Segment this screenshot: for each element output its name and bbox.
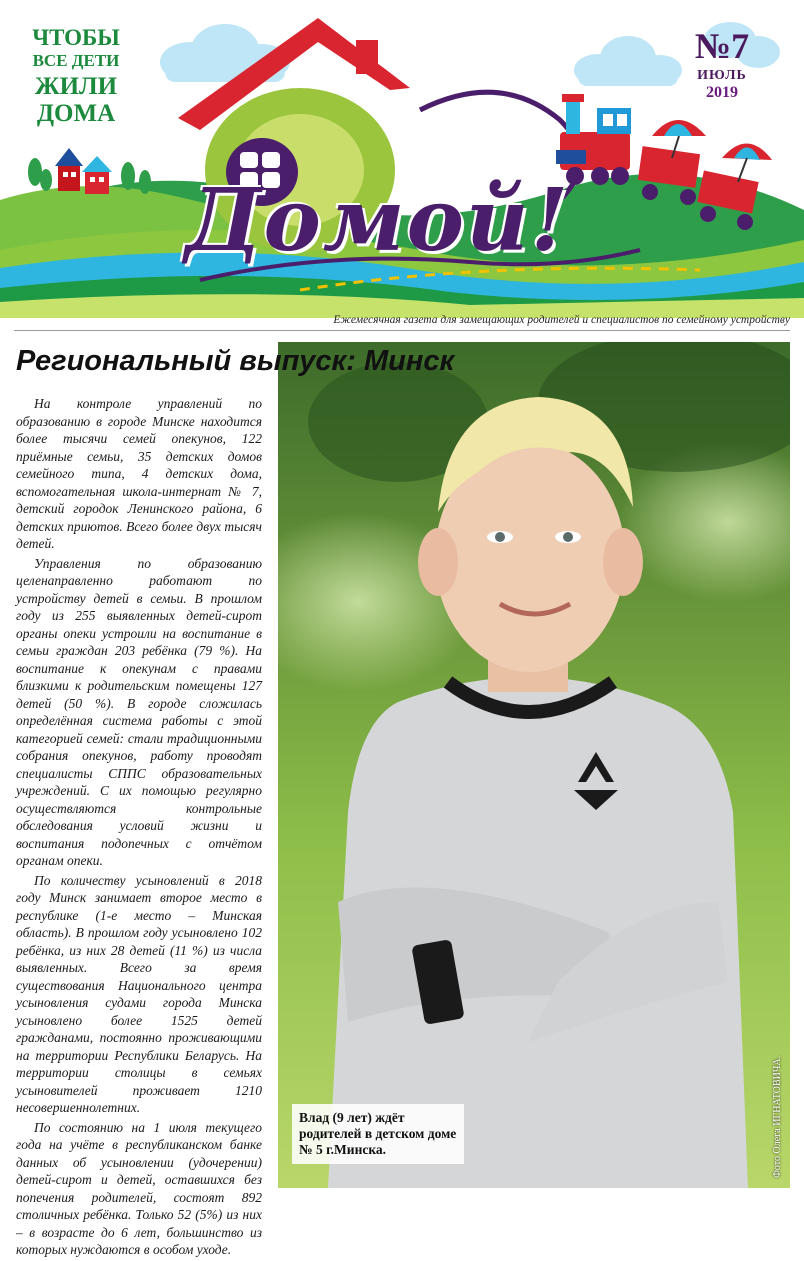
slogan-line: ЖИЛИ xyxy=(34,72,118,100)
portrait-photo xyxy=(278,342,790,1188)
issue-year: 2019 xyxy=(706,84,738,101)
house-icon xyxy=(82,156,112,194)
newspaper-title: Домой! xyxy=(185,170,571,271)
slogan-line: ВСЕ ДЕТИ xyxy=(32,51,120,71)
article-paragraph: По количеству усыновлений в 2018 году Минск занимает второе место в республике (1-е место – Минская область). В прошлом году усыновлено 102 ребёнка, из них 28 детей (11 %) из числа выявленных. Всего за время существования Национального центра усыновления судами города Минска усыновлено более 1525 детей гражданами, постоянно проживающими на территории Республики Беларусь. На территории столицы в семьях усыновителей проживает 1210 несовершеннолетних. xyxy=(16,872,262,1115)
photo-caption: Влад (9 лет) ждёт родителей в детском доме № 5 г.Минска. xyxy=(292,1104,464,1164)
article-paragraph: По состоянию на 1 июля текущего года на учёте в республиканском банке данных об усыновлении (удочерении) детей-сирот и детей, оставшихся без попечения родителей, состоят 892 столичных ребёнка. Только 52 (5%) из них – в возрасте до 6 лет, большинство из которых нуждаются в особом уходе. xyxy=(16,1119,262,1257)
divider xyxy=(14,330,790,331)
issue-month: ИЮЛЬ xyxy=(697,68,747,83)
article-paragraph: На контроле управлений по образованию в городе Минске находится более тысячи семей опекунов, 122 приёмные семьи, 35 детских домов семейного типа, 4 детских дома, вспомогательная школа-интернат № 7, детский городок Ленинского района, 6 детских приютов. Всего более двух тысяч детей. xyxy=(16,396,262,551)
portrait-illustration xyxy=(278,342,790,1188)
slogan-line: ДОМА xyxy=(36,100,116,128)
issue-info xyxy=(684,28,760,102)
page-headline: Региональный выпуск: Минск xyxy=(16,345,455,377)
slogan-line: ЧТОБЫ xyxy=(32,25,120,50)
masthead xyxy=(0,0,804,318)
slogan xyxy=(22,26,130,127)
issue-number: №7 xyxy=(694,26,750,66)
photo-credit: Фото Олега ИГНАТОВИЧА. xyxy=(772,1055,783,1178)
tagline: Ежемесячная газета для замещающих родителей и специалистов по семейному устройству xyxy=(333,314,790,326)
cloud-icon xyxy=(574,36,682,86)
house-icon xyxy=(55,148,83,191)
article-paragraph: Управления по образованию целенаправленно работают по устройству детей в семьи. В прошлом году из 255 выявленных детей-сирот органы опеки устроили на воспитание в семьи граждан 203 ребёнка (79 %). На воспитание к опекунам с правами близкими к родительским помещены 127 детей (50 %). В городе сложилась определённая система работы с этой категорией семей: стали традиционными собрания опекунов, работу проводят специалисты СППС образовательных учреждений. С их помощью регулярно осуществляются контрольные обследования условий жизни и воспитания подопечных с отчётом органам опеки. xyxy=(16,555,262,868)
article-body xyxy=(16,395,262,1261)
